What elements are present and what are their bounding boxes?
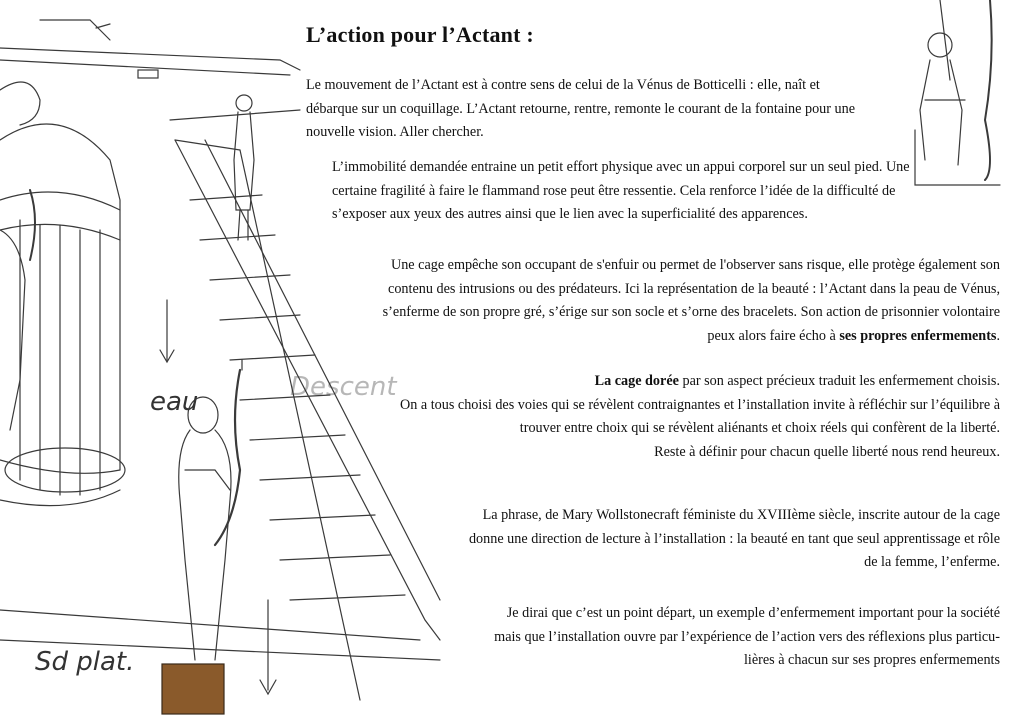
text-line: Le mouvement de l’Actant est à contre sens de celui de la Vénus de Botticelli : elle, naît et xyxy=(306,77,820,93)
text-line: donne une direction de lecture à l’installation : la beauté en tant que seul apprentissage et rôle xyxy=(468,530,1000,547)
text-line: trouver entre choix qui se révèlent aliénants et choix réels qui confèrent de la liberté. xyxy=(519,420,1000,436)
sketch-label-descent: Descent xyxy=(290,372,397,402)
paragraph-venus xyxy=(306,74,906,145)
text-segment: . xyxy=(996,327,1000,344)
paragraph-conclusion xyxy=(420,602,1000,673)
text-line: La phrase, de Mary Wollstonecraft féministe du XVIIIème siècle, inscrite autour de la cage xyxy=(482,507,1000,523)
text-line: mais que l’installation ouvre par l’expérience de l’action vers des réflexions plus particu- xyxy=(494,628,1000,645)
paragraph-wollstonecraft xyxy=(420,504,1000,575)
text-line: On a tous choisi des voies qui se révèlent contraignantes et l’installation invite à réfléchir sur l’équilibre à xyxy=(399,396,1000,413)
text-segment: par son aspect précieux traduit les enfermement choisis. xyxy=(678,373,1000,389)
text-line: s’exposer aux yeux des autres ainsi que le lien avec la superficialité des apparences. xyxy=(332,206,808,222)
sketch-label-base: Sd plat. xyxy=(35,647,135,677)
pedestal-shape xyxy=(162,664,224,714)
emphasis-text: La cage dorée xyxy=(594,373,679,389)
paragraph-immobility xyxy=(332,156,962,227)
text-line: Une cage empêche son occupant de s'enfuir ou permet de l'observer sans risque, elle protège également son xyxy=(390,257,1000,273)
text-line: L’immobilité demandée entraine un petit effort physique avec un appui corporel sur un seul pied. Une xyxy=(332,159,910,175)
page-title: L’action pour l’Actant : xyxy=(306,22,534,47)
text-line: s’enferme de son propre gré, s’érige sur son socle et s’orne des bracelets. Son action de prisonnier volontaire xyxy=(382,304,1000,320)
text-line: débarque sur un coquillage. L’Actant retourne, rentre, remonte le courant de la fontaine pour une xyxy=(306,100,856,117)
text-line xyxy=(330,370,1000,394)
emphasis-text: ses propres enfermements xyxy=(839,327,997,344)
sketch-label-water: eau xyxy=(150,387,199,417)
text-line xyxy=(330,325,1000,349)
text-segment: peux alors faire écho à xyxy=(707,327,840,344)
text-line: lières à chacun sur ses propres enfermements xyxy=(743,652,1000,668)
paragraph-golden-cage xyxy=(330,370,1000,464)
text-line: nouvelle vision. Aller chercher. xyxy=(306,124,484,140)
text-line: de la femme, l’enferme. xyxy=(864,554,1000,570)
text-line: certaine fragilité à faire le flammand rose peut être ressentie. Cela renforce l’idée de la difficulté de xyxy=(332,182,896,199)
paragraph-cage xyxy=(330,254,1000,348)
text-line: contenu des intrusions ou des prédateurs. Ici la représentation de la beauté : l’Actant dans la peau de Vénus, xyxy=(388,280,1000,297)
text-line: Reste à définir pour chacun quelle liberté nous rend heureux. xyxy=(654,443,1000,460)
text-line: Je dirai que c’est un point départ, un exemple d’enfermement important pour la société xyxy=(506,605,1000,621)
